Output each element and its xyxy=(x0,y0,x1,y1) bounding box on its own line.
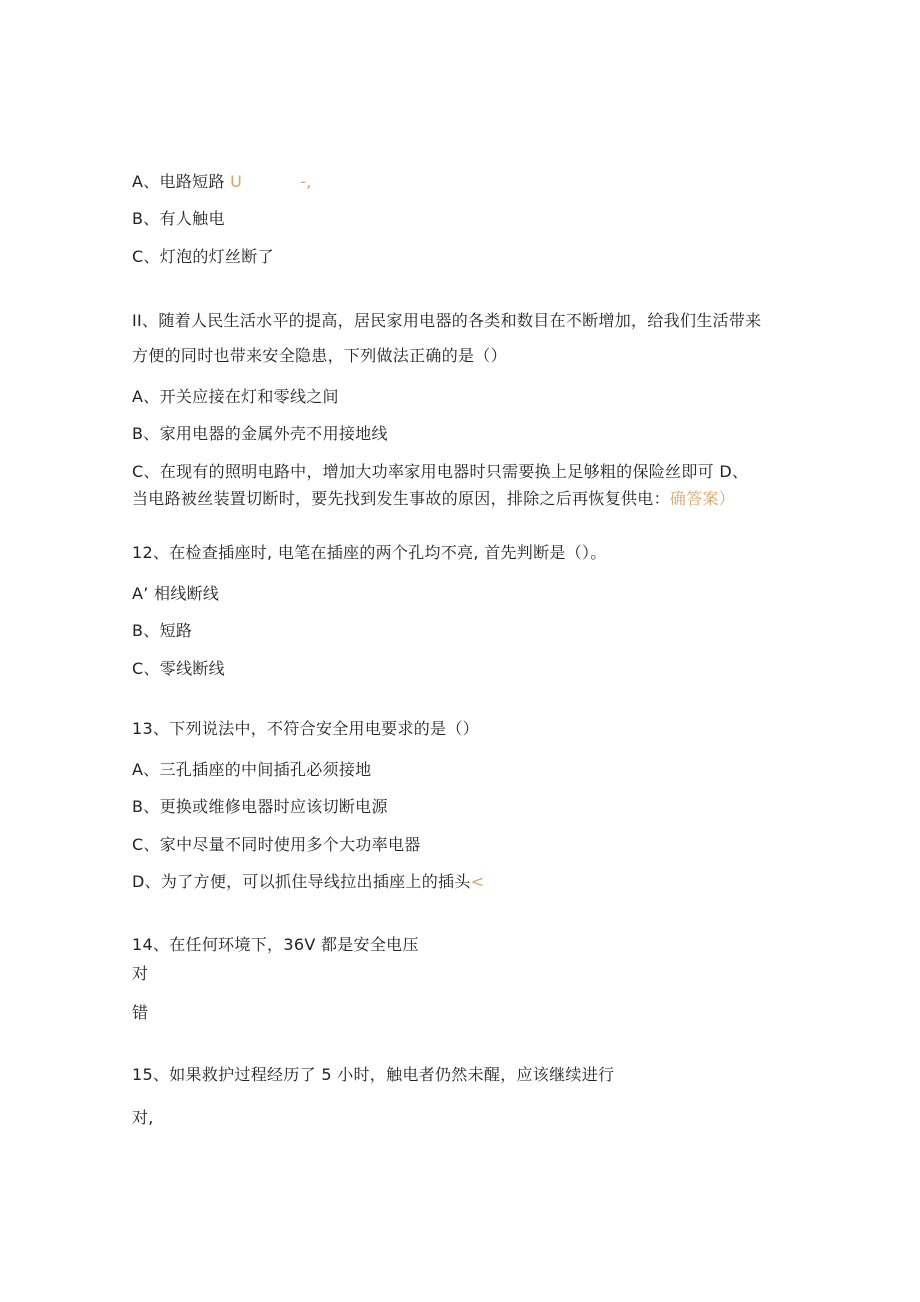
q15-stem: 15、如果救护过程经历了 5 小时，触电者仍然未醒，应该继续进行 xyxy=(132,1065,615,1084)
q11-stem-line2: 方便的同时也带来安全隐患，下列做法正确的是（） xyxy=(132,346,507,365)
q13-option-b: B、更换或维修电器时应该切断电源 xyxy=(132,797,388,816)
q13-option-d-mark: < xyxy=(470,872,485,891)
q11-option-a: A、开关应接在灯和零线之间 xyxy=(132,387,339,406)
q10-option-b: B、有人触电 xyxy=(132,209,225,228)
q10-option-a-text: A、电路短路 xyxy=(132,172,225,191)
q13-option-d-text: D、为了方便，可以抓住导线拉出插座上的插头 xyxy=(132,872,471,891)
q14-option-true: 对 xyxy=(132,964,149,983)
q13-option-a: A、三孔插座的中间插孔必须接地 xyxy=(132,760,372,779)
q12-option-b: B、短路 xyxy=(132,621,193,640)
q11-option-d xyxy=(132,489,735,509)
q13-option-d xyxy=(132,872,484,892)
q13-stem: 13、下列说法中，不符合安全用电要求的是（） xyxy=(132,719,479,738)
q10-option-a xyxy=(132,172,312,192)
q11-option-d-answer: 确答案） xyxy=(669,489,736,508)
q11-option-d-text: 当电路被丝装置切断时，要先找到发生事故的原因，排除之后再恢复供电： xyxy=(132,489,670,508)
q12-stem: 12、在检查插座时, 电笔在插座的两个孔均不亮, 首先判断是（）。 xyxy=(132,543,607,562)
q13-option-c: C、家中尽量不同时使用多个大功率电器 xyxy=(132,835,421,854)
q12-option-c: C、零线断线 xyxy=(132,659,225,678)
q10-option-a-mark: U xyxy=(230,172,243,191)
q14-stem: 14、在任何环境下，36V 都是安全电压 xyxy=(132,935,419,954)
q15-option-true: 对, xyxy=(132,1108,154,1127)
q14-option-false: 错 xyxy=(132,1003,149,1022)
q11-stem-line1: II、随着人民生活水平的提高，居民家用电器的各类和数目在不断增加，给我们生活带来 xyxy=(132,311,762,330)
q10-option-c: C、灯泡的灯丝断了 xyxy=(132,247,274,266)
q11-option-c: C、在现有的照明电路中，增加大功率家用电器时只需要换上足够粗的保险丝即可 D、 xyxy=(132,462,749,481)
q12-option-a: A’ 相线断线 xyxy=(132,584,220,603)
q11-option-b: B、家用电器的金属外壳不用接地线 xyxy=(132,424,388,443)
q10-option-a-tail: -, xyxy=(300,172,312,191)
